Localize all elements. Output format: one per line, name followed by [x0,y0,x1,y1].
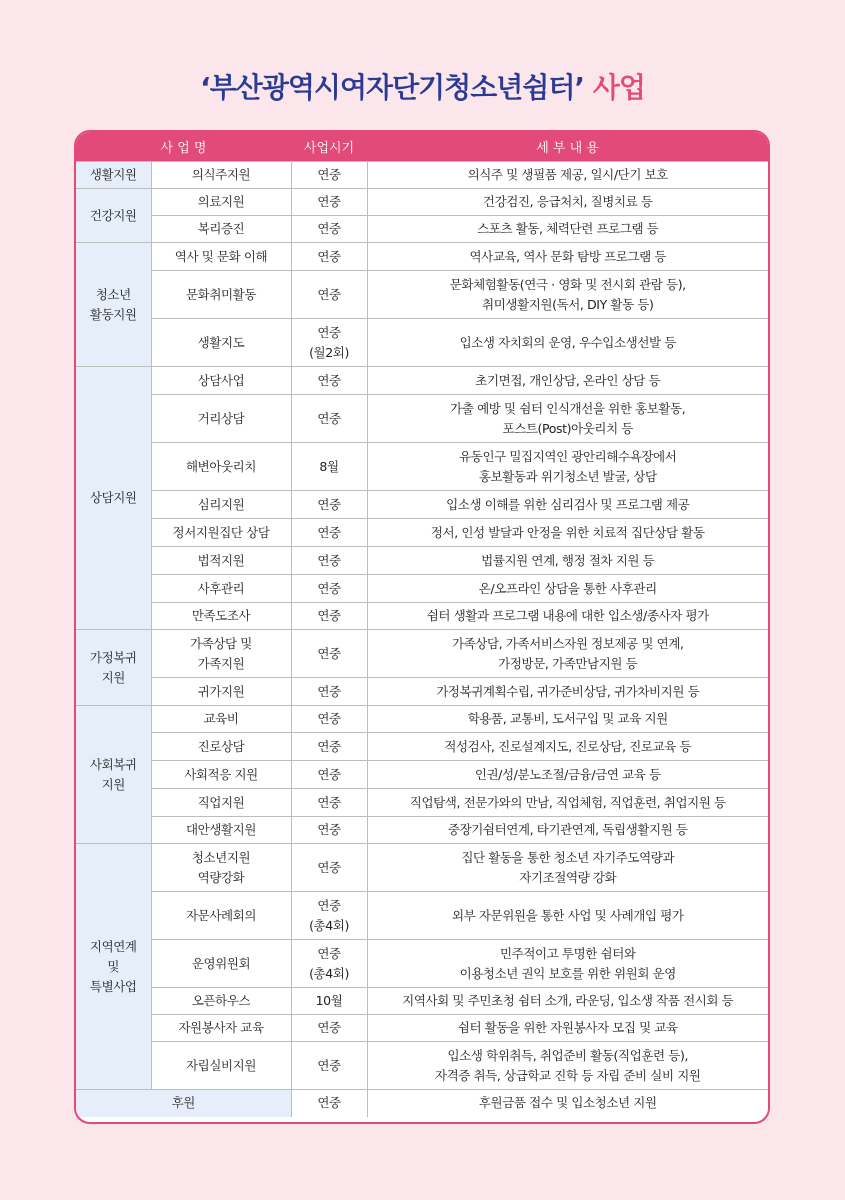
program-name-cell: 상담사업 [151,367,291,395]
title-main: ‘부산광역시여자단기청소년쉼터’ [200,71,585,104]
program-name-cell: 직업지원 [151,789,291,817]
program-name-cell: 의료지원 [151,189,291,216]
table-row [76,491,768,519]
period-cell: 연중 [291,678,367,706]
program-name-cell: 해변아웃리치 [151,443,291,491]
period-cell: 연중 [291,243,367,271]
period-cell: 연중 [291,817,367,844]
period-cell: 연중 [291,575,367,603]
period-cell: 연중 [291,216,367,243]
program-table-card [74,130,770,1124]
table-row [76,706,768,733]
table-row [76,892,768,940]
period-cell: 연중 [291,789,367,817]
detail-cell: 가출 예방 및 쉼터 인식개선을 위한 홍보활동, 포스트(Post)아웃리치 등 [367,395,768,443]
period-cell: 연중 (총4회) [291,892,367,940]
period-cell: 연중 [291,733,367,761]
footer-row [76,1090,768,1117]
period-cell: 연중 [291,630,367,678]
detail-cell: 쉼터 생활과 프로그램 내용에 대한 입소생/종사자 평가 [367,603,768,630]
program-table [76,132,768,1117]
table-row [76,844,768,892]
footer-name-cell: 후원 [76,1090,291,1117]
program-name-cell: 문화취미활동 [151,271,291,319]
period-cell: 연중 (월2회) [291,319,367,367]
detail-cell: 정서, 인성 발달과 안정을 위한 치료적 집단상담 활동 [367,519,768,547]
table-header-row [76,132,768,162]
table-row [76,1015,768,1042]
detail-cell: 인권/성/분노조절/금융/금연 교육 등 [367,761,768,789]
program-name-cell: 정서지원집단 상담 [151,519,291,547]
program-name-cell: 법적지원 [151,547,291,575]
table-row [76,395,768,443]
period-cell: 연중 [291,491,367,519]
period-cell: 연중 [291,395,367,443]
period-cell: 연중 [291,367,367,395]
detail-cell: 외부 자문위원을 통한 사업 및 사례개입 평가 [367,892,768,940]
detail-cell: 입소생 이해를 위한 심리검사 및 프로그램 제공 [367,491,768,519]
header-program-name: 사 업 명 [76,132,291,162]
table-row [76,940,768,988]
detail-cell: 가족상담, 가족서비스자원 정보제공 및 연계, 가정방문, 가족만남지원 등 [367,630,768,678]
detail-cell: 초기면접, 개인상담, 온라인 상담 등 [367,367,768,395]
table-row [76,162,768,189]
table-row [76,1042,768,1090]
detail-cell: 가정복귀계획수립, 귀가준비상담, 귀가차비지원 등 [367,678,768,706]
table-row [76,817,768,844]
table-row [76,189,768,216]
period-cell: 연중 [291,844,367,892]
category-cell: 사회복귀 지원 [76,706,151,844]
program-name-cell: 운영위원회 [151,940,291,988]
footer-detail-cell: 후원금품 접수 및 입소청소년 지원 [367,1090,768,1117]
period-cell: 연중 [291,761,367,789]
program-name-cell: 대안생활지원 [151,817,291,844]
detail-cell: 온/오프라인 상담을 통한 사후관리 [367,575,768,603]
program-name-cell: 의식주지원 [151,162,291,189]
detail-cell: 입소생 자치회의 운영, 우수입소생선발 등 [367,319,768,367]
table-row [76,603,768,630]
header-period: 사업시기 [291,132,367,162]
detail-cell: 직업탐색, 전문가와의 만남, 직업체험, 직업훈련, 취업지원 등 [367,789,768,817]
table-row [76,733,768,761]
period-cell: 연중 [291,1042,367,1090]
table-row [76,678,768,706]
table-row [76,216,768,243]
program-name-cell: 생활지도 [151,319,291,367]
period-cell: 연중 [291,519,367,547]
program-name-cell: 거리상담 [151,395,291,443]
header-details: 세 부 내 용 [367,132,768,162]
period-cell: 8월 [291,443,367,491]
category-cell: 가정복귀 지원 [76,630,151,706]
detail-cell: 지역사회 및 주민초청 쉼터 소개, 라운딩, 입소생 작품 전시회 등 [367,988,768,1015]
program-name-cell: 귀가지원 [151,678,291,706]
program-name-cell: 청소년지원 역량강화 [151,844,291,892]
table-row [76,443,768,491]
detail-cell: 민주적이고 투명한 쉼터와 이용청소년 권익 보호를 위한 위원회 운영 [367,940,768,988]
detail-cell: 의식주 및 생필품 제공, 일시/단기 보호 [367,162,768,189]
detail-cell: 역사교육, 역사 문화 탐방 프로그램 등 [367,243,768,271]
program-name-cell: 진로상담 [151,733,291,761]
table-row [76,319,768,367]
table-row [76,575,768,603]
table-body [76,162,768,1117]
table-row [76,519,768,547]
detail-cell: 집단 활동을 통한 청소년 자기주도역량과 자기조절역량 강화 [367,844,768,892]
period-cell: 10월 [291,988,367,1015]
period-cell: 연중 [291,547,367,575]
period-cell: 연중 [291,706,367,733]
program-name-cell: 사후관리 [151,575,291,603]
table-row [76,630,768,678]
period-cell: 연중 [291,1015,367,1042]
detail-cell: 스포츠 활동, 체력단련 프로그램 등 [367,216,768,243]
period-cell: 연중 [291,603,367,630]
title-accent: 사업 [592,71,645,104]
detail-cell: 법률지원 연계, 행정 절차 지원 등 [367,547,768,575]
category-cell: 청소년 활동지원 [76,243,151,367]
footer-period-cell: 연중 [291,1090,367,1117]
detail-cell: 적성검사, 진로설계지도, 진로상담, 진로교육 등 [367,733,768,761]
table-row [76,367,768,395]
program-name-cell: 복리증진 [151,216,291,243]
program-name-cell: 만족도조사 [151,603,291,630]
program-name-cell: 자문사례회의 [151,892,291,940]
program-name-cell: 오픈하우스 [151,988,291,1015]
program-name-cell: 자립실비지원 [151,1042,291,1090]
period-cell: 연중 (총4회) [291,940,367,988]
detail-cell: 건강검진, 응급처치, 질병치료 등 [367,189,768,216]
period-cell: 연중 [291,189,367,216]
program-name-cell: 심리지원 [151,491,291,519]
period-cell: 연중 [291,271,367,319]
program-name-cell: 역사 및 문화 이해 [151,243,291,271]
detail-cell: 학용품, 교통비, 도서구입 및 교육 지원 [367,706,768,733]
table-row [76,243,768,271]
category-cell: 상담지원 [76,367,151,630]
program-name-cell: 사회적응 지원 [151,761,291,789]
table-row [76,988,768,1015]
table-row [76,761,768,789]
category-cell: 건강지원 [76,189,151,243]
program-name-cell: 자원봉사자 교육 [151,1015,291,1042]
period-cell: 연중 [291,162,367,189]
category-cell: 생활지원 [76,162,151,189]
page-title [0,66,845,106]
table-row [76,547,768,575]
detail-cell: 유동인구 밀집지역인 광안리해수욕장에서 홍보활동과 위기청소년 발굴, 상담 [367,443,768,491]
table-row [76,271,768,319]
category-cell: 지역연계 및 특별사업 [76,844,151,1090]
table-row [76,789,768,817]
detail-cell: 쉼터 활동을 위한 자원봉사자 모집 및 교육 [367,1015,768,1042]
detail-cell: 입소생 학위취득, 취업준비 활동(직업훈련 등), 자격증 취득, 상급학교 진학 등 자립 준비 실비 지원 [367,1042,768,1090]
detail-cell: 문화체험활동(연극 · 영화 및 전시회 관람 등), 취미생활지원(독서, DIY 활동 등) [367,271,768,319]
program-name-cell: 가족상담 및 가족지원 [151,630,291,678]
program-name-cell: 교육비 [151,706,291,733]
detail-cell: 중장기쉼터연계, 타기관연계, 독립생활지원 등 [367,817,768,844]
